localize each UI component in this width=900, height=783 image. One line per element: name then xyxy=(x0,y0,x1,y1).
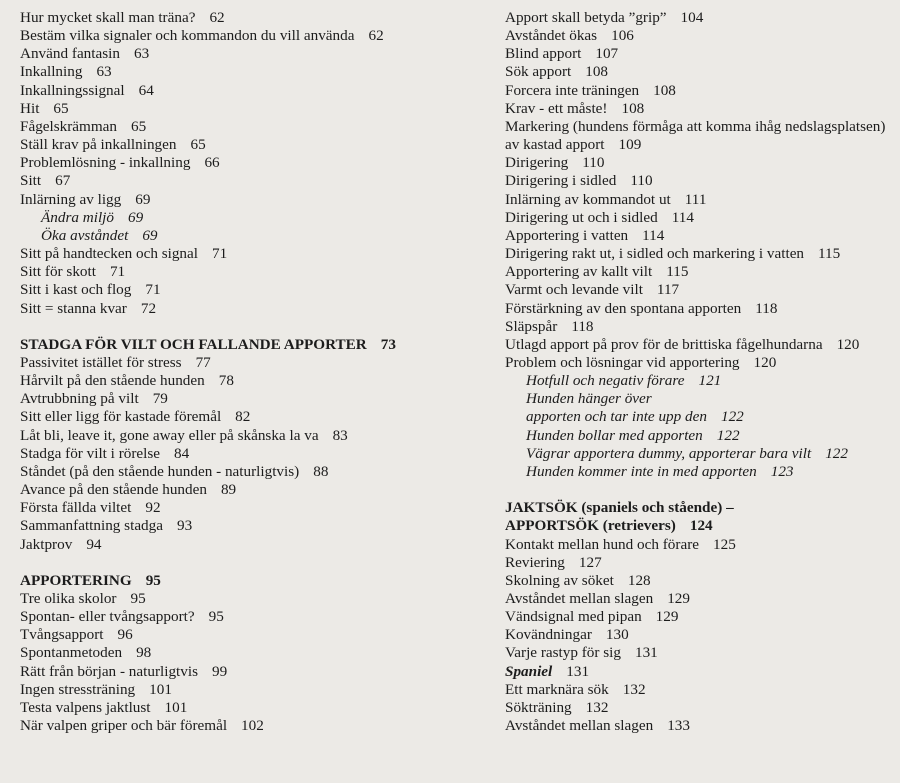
toc-entry xyxy=(505,626,895,644)
toc-entry-title: Avståndet ökas xyxy=(505,27,598,45)
toc-entry-title: Krav - ett måste! xyxy=(505,99,608,117)
toc-entry xyxy=(505,281,895,299)
toc-left-column xyxy=(20,9,460,735)
toc-page-number: 108 xyxy=(585,63,609,81)
toc-page-number: 66 xyxy=(204,154,220,172)
toc-entry-title: Dirigering i sidled xyxy=(505,172,617,190)
toc-entry-title: Spontanmetoden xyxy=(20,644,123,662)
toc-entry xyxy=(505,118,895,154)
toc-entry xyxy=(20,82,460,100)
toc-page-number: 65 xyxy=(131,117,147,135)
toc-section-heading xyxy=(505,499,895,517)
toc-entry xyxy=(20,463,460,481)
toc-entry xyxy=(505,681,895,699)
toc-entry-title: Tre olika skolor xyxy=(20,589,117,607)
toc-entry xyxy=(20,681,460,699)
toc-entry xyxy=(20,300,460,318)
toc-entry xyxy=(20,100,460,118)
toc-entry-title: Testa valpens jaktlust xyxy=(20,698,151,716)
toc-page-number: 63 xyxy=(96,63,112,81)
toc-entry-title: Låt bli, leave it, gone away eller på skånska la va xyxy=(20,426,319,444)
toc-entry-title: Varmt och levande vilt xyxy=(505,281,643,299)
toc-entry xyxy=(20,390,460,408)
toc-page-number: 101 xyxy=(149,680,172,698)
toc-entry-title: Sökträning xyxy=(505,698,572,716)
toc-entry xyxy=(505,27,895,45)
toc-entry-title: Kontakt mellan hund och förare xyxy=(505,535,699,553)
toc-entry-title: Dirigering rakt ut, i sidled och markering i vatten xyxy=(505,245,805,263)
toc-entry xyxy=(505,572,895,590)
toc-entry-title: Apportering av kallt vilt xyxy=(505,263,653,281)
toc-page-number: 71 xyxy=(212,245,228,263)
toc-page-number: 98 xyxy=(136,644,152,662)
toc-entry xyxy=(505,300,895,318)
toc-entry-title: Avance på den stående hunden xyxy=(20,481,207,499)
toc-entry xyxy=(20,536,460,554)
toc-entry xyxy=(505,318,895,336)
toc-entry-title: Hit xyxy=(20,99,40,117)
toc-sub-entry xyxy=(505,445,895,463)
toc-entry xyxy=(20,27,460,45)
toc-page-number: 96 xyxy=(117,626,133,644)
toc-entry-title: Jaktprov xyxy=(20,535,73,553)
toc-entry xyxy=(20,445,460,463)
toc-page-number: 64 xyxy=(138,81,154,99)
toc-entry xyxy=(20,245,460,263)
toc-entry-title: Apportering i vatten xyxy=(505,226,629,244)
toc-entry-title: Apport skall betyda ”grip” xyxy=(505,9,667,26)
toc-entry xyxy=(20,644,460,662)
toc-entry-title: Problem och lösningar vid apportering xyxy=(505,353,740,371)
toc-page-number: 62 xyxy=(209,9,225,26)
toc-spacer xyxy=(20,318,460,336)
toc-entry-title: Varje rastyp för sig xyxy=(505,644,621,662)
toc-entry xyxy=(505,608,895,626)
toc-entry-title: Öka avståndet xyxy=(41,226,129,244)
toc-page-number: 88 xyxy=(313,462,329,480)
toc-page-number: 106 xyxy=(611,27,634,45)
toc-entry xyxy=(20,663,460,681)
toc-section-heading xyxy=(20,572,460,590)
toc-entry-title: Hotfull och negativ förare xyxy=(526,372,685,390)
toc-entry-title: Reviering xyxy=(505,553,565,571)
toc-page-number: 69 xyxy=(142,226,158,244)
toc-sub-entry xyxy=(20,209,460,227)
toc-page-number: 65 xyxy=(190,136,206,154)
toc-page-number: 114 xyxy=(671,208,694,226)
toc-entry-title: Kovändningar xyxy=(505,626,592,644)
toc-entry xyxy=(505,45,895,63)
toc-entry-title: Ingen stressträning xyxy=(20,680,136,698)
toc-page-number: 129 xyxy=(655,608,679,626)
toc-entry-title: Ställ krav på inkallningen xyxy=(20,136,177,154)
toc-page-number: 102 xyxy=(241,717,264,735)
toc-page-number: 69 xyxy=(135,190,151,208)
toc-page-number: 95 xyxy=(130,589,146,607)
toc-section-heading xyxy=(20,336,460,354)
toc-page-number: 129 xyxy=(667,589,690,607)
toc-page-number: 95 xyxy=(145,571,161,589)
toc-entry-title: Inlärning av kommandot ut xyxy=(505,190,671,208)
toc-entry-title: Blind apport xyxy=(505,45,582,63)
toc-page-number: 133 xyxy=(667,717,690,735)
toc-page-number: 115 xyxy=(666,263,689,281)
toc-entry xyxy=(20,154,460,172)
toc-page-number: 124 xyxy=(689,517,713,535)
toc-entry xyxy=(505,100,895,118)
toc-page-number: 92 xyxy=(145,499,161,517)
toc-entry xyxy=(20,45,460,63)
toc-page-number: 117 xyxy=(656,281,680,299)
toc-entry-title: Första fällda viltet xyxy=(20,499,132,517)
toc-page-number: 62 xyxy=(368,27,384,45)
toc-entry-title: JAKTSÖK (spaniels och stående) – xyxy=(505,499,734,517)
toc-entry xyxy=(20,281,460,299)
toc-entry-title: Sök apport xyxy=(505,63,572,81)
toc-entry xyxy=(505,9,895,27)
toc-page-number: 111 xyxy=(684,190,707,208)
toc-spacer xyxy=(505,481,895,499)
toc-entry xyxy=(505,227,895,245)
toc-entry-title: Hunden bollar med apporten xyxy=(526,426,703,444)
toc-entry-title: Avtrubbning på vilt xyxy=(20,390,139,408)
toc-entry-title: Hunden kommer inte in med apporten xyxy=(526,462,757,480)
toc-page-number: 131 xyxy=(566,662,590,680)
toc-page-number: 84 xyxy=(174,444,190,462)
toc-page-number: 71 xyxy=(145,281,161,299)
toc-page-number: 131 xyxy=(634,644,658,662)
toc-entry-title: Sitt = stanna kvar xyxy=(20,299,127,317)
toc-entry-title: Vägrar apportera dummy, apporterar bara vilt xyxy=(526,444,812,462)
toc-right-column xyxy=(505,9,895,735)
toc-page-number: 108 xyxy=(653,81,676,99)
toc-entry xyxy=(505,354,895,372)
toc-entry-title: Inkallning xyxy=(20,63,83,81)
toc-entry xyxy=(20,354,460,372)
toc-page-number: 107 xyxy=(595,45,619,63)
toc-page-number: 94 xyxy=(86,535,102,553)
toc-entry-title: Sitt på handtecken och signal xyxy=(20,245,198,263)
toc-entry-title: Skolning av söket xyxy=(505,571,614,589)
toc-entry xyxy=(505,154,895,172)
toc-entry xyxy=(20,263,460,281)
toc-sub-entry xyxy=(505,463,895,481)
toc-entry-title: Sitt i kast och flog xyxy=(20,281,132,299)
toc-entry xyxy=(505,63,895,81)
toc-entry xyxy=(20,608,460,626)
toc-entry xyxy=(20,9,460,27)
toc-entry-title: Avståndet mellan slagen xyxy=(505,589,654,607)
toc-page-number: 120 xyxy=(836,335,860,353)
toc-page-number: 120 xyxy=(753,353,777,371)
toc-page-number: 69 xyxy=(128,208,144,226)
toc-entry-title: Använd fantasin xyxy=(20,45,120,63)
toc-page-number: 63 xyxy=(133,45,150,63)
toc-entry xyxy=(20,427,460,445)
toc-entry xyxy=(505,172,895,190)
toc-page-number: 118 xyxy=(571,317,594,335)
toc-entry xyxy=(505,209,895,227)
toc-entry xyxy=(505,191,895,209)
toc-page-number: 121 xyxy=(698,372,722,390)
toc-page-number: 132 xyxy=(622,680,646,698)
toc-entry-title: Ett marknära sök xyxy=(505,680,609,698)
toc-entry-title: Stadga för vilt i rörelse xyxy=(20,444,161,462)
toc-entry-title: APPORTERING xyxy=(20,571,132,589)
toc-entry xyxy=(20,372,460,390)
toc-page-number: 110 xyxy=(582,154,605,172)
toc-entry-title: Markering (hundens förmåga att komma ihåg nedslagsplatsen) av kastad apport xyxy=(505,117,886,154)
toc-page-number: 83 xyxy=(332,426,348,444)
toc-entry xyxy=(505,699,895,717)
toc-page-number: 89 xyxy=(220,481,237,499)
toc-entry-title: Bestäm vilka signaler och kommandon du vill använda xyxy=(20,27,355,45)
toc-page-number: 114 xyxy=(642,226,665,244)
toc-page-number: 67 xyxy=(55,172,71,190)
toc-page-number: 123 xyxy=(770,462,794,480)
toc-entry-title: STADGA FÖR VILT OCH FALLANDE APPORTER xyxy=(20,335,367,353)
toc-page-number: 122 xyxy=(825,444,848,462)
toc-entry xyxy=(505,717,895,735)
toc-entry-title: Inkallningssignal xyxy=(20,81,125,99)
toc-entry xyxy=(505,590,895,608)
toc-entry xyxy=(20,699,460,717)
toc-entry xyxy=(505,263,895,281)
toc-entry-title: Problemlösning - inkallning xyxy=(20,154,191,172)
toc-section-heading xyxy=(505,517,895,535)
toc-entry xyxy=(505,336,895,354)
toc-page-number: 115 xyxy=(818,245,841,263)
toc-entry-title: Sitt xyxy=(20,172,42,190)
toc-page-number: 65 xyxy=(53,99,69,117)
toc-page-number: 73 xyxy=(380,335,396,353)
toc-entry xyxy=(505,245,895,263)
toc-page-number: 130 xyxy=(605,626,629,644)
toc-entry-title: Hunden hänger över xyxy=(526,390,652,408)
toc-entry-title: Förstärkning av den spontana apporten xyxy=(505,299,742,317)
toc-spacer xyxy=(20,554,460,572)
toc-entry-title: Dirigering xyxy=(505,154,569,172)
toc-entry-title: Släpspår xyxy=(505,317,558,335)
toc-entry xyxy=(20,499,460,517)
toc-entry-title: Spontan- eller tvångsapport? xyxy=(20,608,195,626)
toc-entry-title: Spaniel xyxy=(505,662,553,680)
toc-page-number: 71 xyxy=(109,263,126,281)
toc-entry xyxy=(20,717,460,735)
toc-page-number: 72 xyxy=(140,299,157,317)
toc-page-number: 128 xyxy=(627,571,651,589)
toc-entry-title: Sammanfattning stadga xyxy=(20,517,163,535)
toc-entry-title: Hårvilt på den stående hunden xyxy=(20,372,205,390)
toc-entry xyxy=(505,644,895,662)
toc-entry xyxy=(20,408,460,426)
toc-entry-title: Utlagd apport på prov för de brittiska fågelhundarna xyxy=(505,335,823,353)
toc-entry-title: Dirigering ut och i sidled xyxy=(505,208,658,226)
toc-entry-title: Sitt eller ligg för kastade föremål xyxy=(20,408,222,426)
toc-entry-title: Hur mycket skall man träna? xyxy=(20,9,196,26)
toc-entry xyxy=(505,82,895,100)
toc-entry-title: Tvångsapport xyxy=(20,626,104,644)
toc-page-number: 132 xyxy=(585,698,609,716)
toc-entry-title: Sitt för skott xyxy=(20,263,96,281)
toc-page-number: 109 xyxy=(618,136,642,154)
toc-page-number: 95 xyxy=(208,608,224,626)
toc-entry-title: Fågelskrämman xyxy=(20,117,118,135)
toc-page-number: 77 xyxy=(195,353,211,371)
toc-page-number: 110 xyxy=(630,172,653,190)
toc-page-number: 93 xyxy=(176,517,193,535)
toc-entry xyxy=(20,191,460,209)
toc-subsection-heading xyxy=(505,663,895,681)
toc-entry xyxy=(20,517,460,535)
toc-entry-title: Forcera inte träningen xyxy=(505,81,640,99)
toc-sub-entry xyxy=(505,427,895,445)
toc-page-number: 127 xyxy=(578,553,602,571)
toc-page-number: 101 xyxy=(164,698,188,716)
toc-entry-title: Avståndet mellan slagen xyxy=(505,717,654,735)
toc-entry xyxy=(505,554,895,572)
toc-entry xyxy=(505,536,895,554)
toc-entry-title: När valpen griper och bär föremål xyxy=(20,717,228,735)
toc-sub-entry xyxy=(505,408,895,426)
toc-entry-title: Ändra miljö xyxy=(41,208,114,226)
toc-entry-title: Inlärning av ligg xyxy=(20,190,122,208)
toc-page-number: 99 xyxy=(212,662,228,680)
toc-entry xyxy=(20,481,460,499)
toc-page-number: 104 xyxy=(680,9,704,26)
toc-entry xyxy=(20,626,460,644)
toc-page-number: 122 xyxy=(720,408,744,426)
toc-sub-entry xyxy=(505,372,895,390)
toc-sub-entry xyxy=(505,390,895,408)
toc-page-number: 79 xyxy=(152,390,168,408)
toc-entry-title: Vändsignal med pipan xyxy=(505,608,642,626)
toc-page-number: 122 xyxy=(716,426,740,444)
toc-page-number: 118 xyxy=(755,299,778,317)
toc-entry-title: Passivitet istället för stress xyxy=(20,353,182,371)
toc-entry-title: Rätt från början - naturligtvis xyxy=(20,662,198,680)
toc-entry xyxy=(20,136,460,154)
toc-entry xyxy=(20,172,460,190)
toc-page-number: 78 xyxy=(218,372,234,390)
toc-page-number: 108 xyxy=(621,99,645,117)
toc-page-number: 82 xyxy=(235,408,251,426)
toc-entry-title: Ståndet (på den stående hunden - naturligtvis) xyxy=(20,462,300,480)
toc-sub-entry xyxy=(20,227,460,245)
toc-entry-title: APPORTSÖK (retrievers) xyxy=(505,517,676,535)
toc-entry xyxy=(20,63,460,81)
toc-entry xyxy=(20,590,460,608)
toc-page-number: 125 xyxy=(713,535,736,553)
toc-entry xyxy=(20,118,460,136)
toc-entry-title: apporten och tar inte upp den xyxy=(526,408,707,426)
